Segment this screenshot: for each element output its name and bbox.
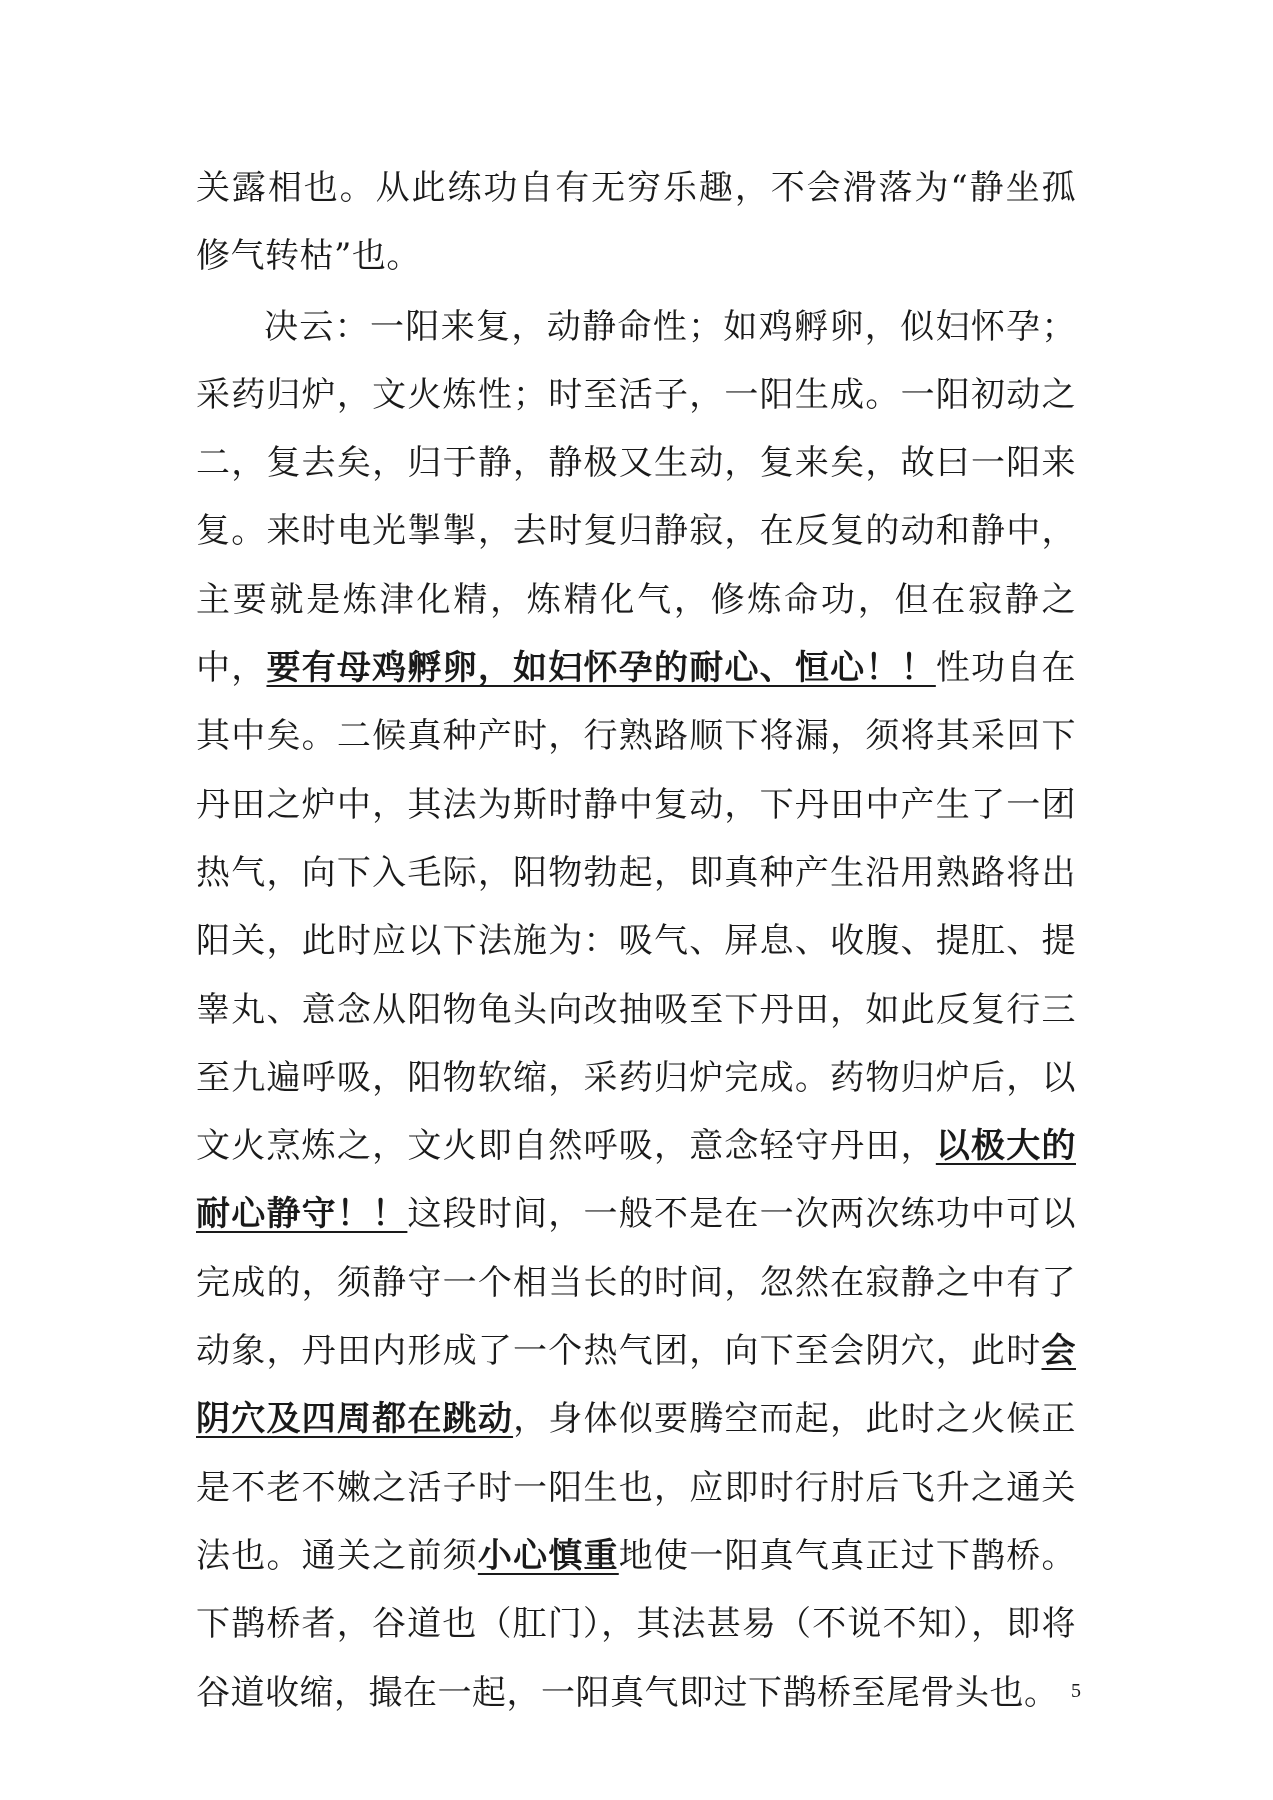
text-segment: 关露相也。从此练功自有无穷乐趣，不会滑落为“静坐孤修气转枯”也。 bbox=[196, 168, 1076, 277]
paragraph-1 bbox=[196, 154, 1076, 291]
emphasized-text: 会阴穴及四周都在跳动 bbox=[196, 1331, 1076, 1440]
text-segment: 这段时间，一般不是在一次两次练功中可以完成的，须静守一个相当长的时间，忽然在寂静之中有了动象，丹田内形成了一个热气团，向下至会阴穴，此时 bbox=[196, 1194, 1076, 1372]
emphasized-text: 小心慎重 bbox=[477, 1535, 619, 1576]
page-number: 5 bbox=[1071, 1680, 1081, 1702]
text-segment: ，身体似要腾空而起，此时之火候正是不老不嫩之活子时一阳生也，应即时行肘后飞升之通关法也。通关之前须 bbox=[196, 1399, 1076, 1576]
text-segment: 决云：一阳来复，动静命性；如鸡孵卵，似妇怀孕；采药归炉，文火炼性；时至活子，一阳生成。一阳初动之二，复去矣，归于静，静极又生动，复来矣，故曰一阳来复。来时电光掣掣，去时复归静寂，在反复的动和静中，主要就是炼津化精，炼精化气，修炼命功，但在寂静之中， bbox=[196, 306, 1076, 689]
paragraph-2 bbox=[196, 293, 1076, 1727]
text-segment: 性功自在其中矣。二候真种产时，行熟路顺下将漏，须将其采回下丹田之炉中，其法为斯时静中复动，下丹田中产生了一团热气，向下入毛际，阳物勃起，即真种产生沿用熟路将出阳关，此时应以下法施为：吸气、屏息、收腹、提肛、提睾丸、意念从阳物龟头向改抽吸至下丹田，如此反复行三至九遍呼吸，阳物软缩，采药归炉完成。药物归炉后，以文火烹炼之，文火即自然呼吸，意念轻守丹田， bbox=[196, 648, 1077, 1167]
text-segment: 地使一阳真气真正过下鹊桥。下鹊桥者，谷道也（肛门），其法甚易（不说不知），即将谷道收缩，撮在一起，一阳真气即过下鹊桥至尾骨头也。 bbox=[196, 1535, 1077, 1713]
document-body bbox=[196, 154, 1076, 1727]
emphasized-text: 要有母鸡孵卵，如妇怀孕的耐心、恒心！！ bbox=[266, 648, 936, 689]
emphasized-text: 以极大的耐心静守！！ bbox=[196, 1126, 1076, 1235]
